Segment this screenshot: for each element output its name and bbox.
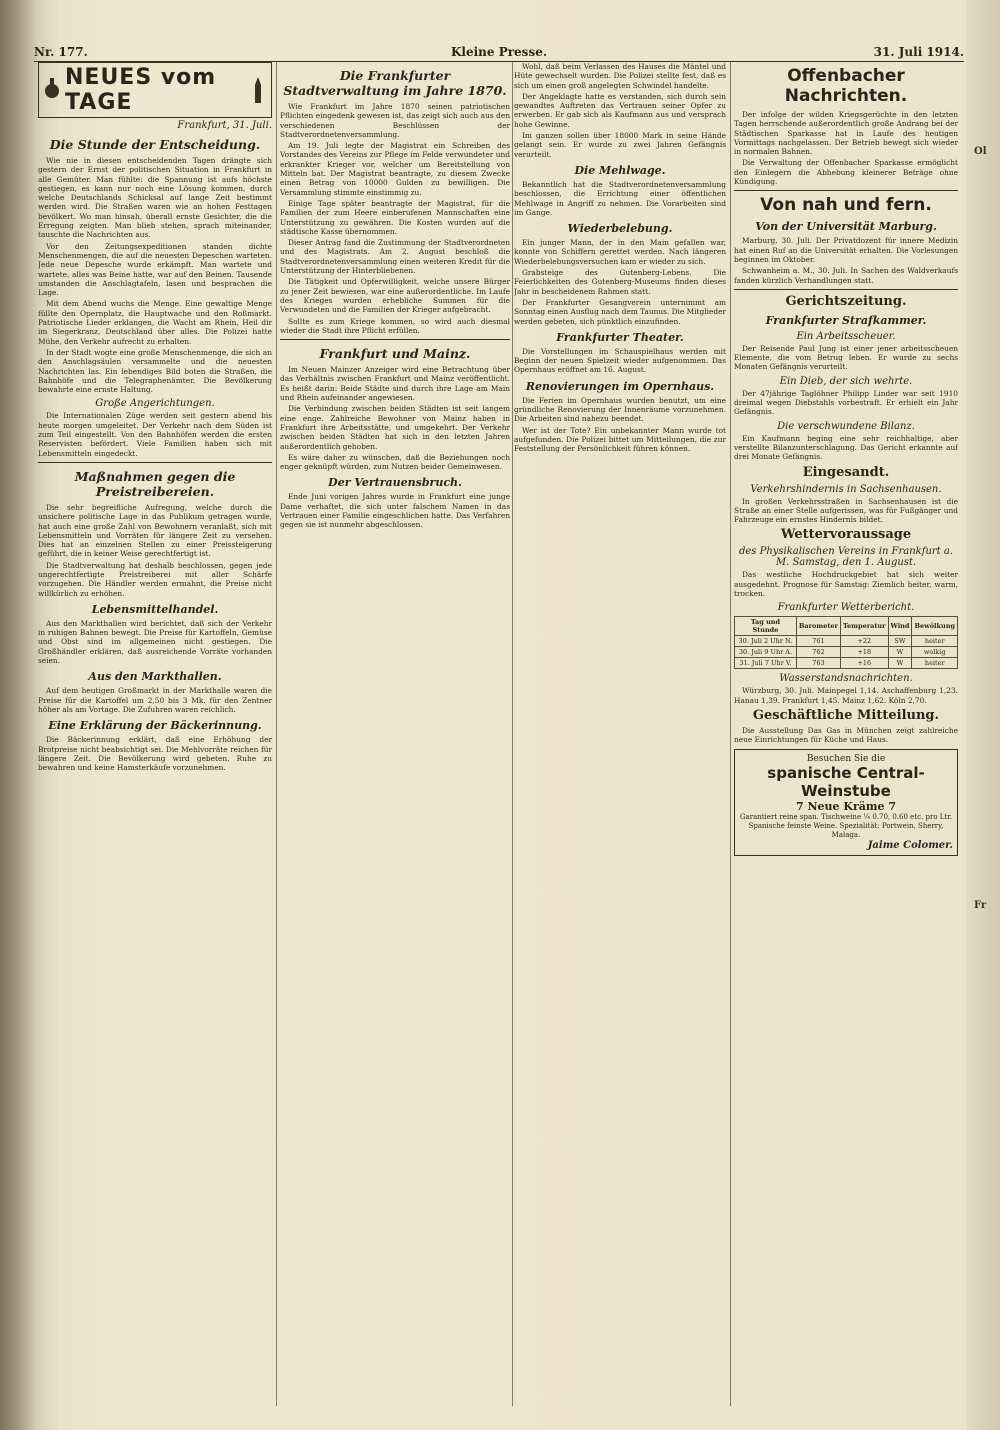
article-paragraph: Grabsteige des Gutenberg-Lebens. Die Feierlichkeiten des Gutenberg-Museums finden dieses Jahr in bescheidenem Rahmen statt. [514, 268, 726, 296]
article-paragraph: Die Stadtverwaltung hat deshalb beschlossen, gegen jede ungerechtfertigte Preistreiberei mit aller Schärfe vorzugehen. Die Händler werden ermahnt, die Preise nicht willkürlich zu erhöhen. [38, 560, 272, 598]
subheading: Die verschwundene Bilanz. [777, 420, 915, 432]
ad-title: spanische Central-Weinstube [767, 763, 925, 800]
section-masthead [38, 62, 272, 118]
table-row [735, 658, 958, 669]
article-paragraph: Die Ausstellung Das Gas in München zeigt zahlreiche neue Einrichtungen für Küche und Haus. [734, 725, 958, 745]
table-cell: 761 [796, 636, 840, 647]
ad-address: 7 Neue Kräme 7 [796, 799, 896, 813]
table-header-cell: Barometer [796, 617, 840, 636]
article-paragraph: Wie nie in diesen entscheidenden Tagen drängte sich gestern der Ernst der politischen Situation in Frankfurt in alle Gemüter. Man fühlte: die Spannung ist aufs höchste gestiegen, es kann nur noch eine Lösung kommen, durch welche Deutschlands Schicksal auf lange Zeit bestimmt werden wird. Die Straßen waren wie an hohen Festtagen bevölkert. Wo man hinsah, überall ernste Gesichter, die die Erregung zeigten. Man blieb stehen, sprach miteinander, tauschte die Nachrichten aus. [38, 156, 272, 240]
table-row [735, 647, 958, 658]
article-paragraph: Ende Juni vorigen Jahres wurde in Frankfurt eine junge Dame verhaftet, die sich unter falschem Namen in das Vertrauen einer Familie eingeschlichen hatte. Das Verfahren gegen sie ist nunmehr abgeschlossen. [280, 492, 510, 530]
article-paragraph: Mit dem Abend wuchs die Menge. Eine gewaltige Menge füllte den Opernplatz, die Hauptwache und den Roßmarkt. Patriotische Lieder erklangen, die Wacht am Rhein, Heil dir im Siegerkranz, Deutschland über alles. Die Polizei hatte Mühe, den Verkehr aufrecht zu erhalten. [38, 299, 272, 346]
eagle-emblem-icon [43, 78, 61, 102]
article-paragraph: Das westliche Hochdruckgebiet hat sich weiter ausgedehnt. Prognose für Samstag: Ziemlich heiter, warm, trocken. [734, 570, 958, 599]
article-paragraph: Die Internationalen Züge werden seit gestern abend bis heute morgen umgeleitet. Der Verkehr nach dem Süden ist zum Teil eingestellt. Von den Bahnhöfen werden die ersten Reservisten befördert. Viele Familien haben sich mit Lebensmitteln eingedeckt. [38, 411, 272, 458]
subheading: des Physikalischen Vereins in Frankfurt a. M. Samstag, den 1. August. [738, 546, 954, 569]
table-cell: wolkig [912, 647, 958, 658]
article-paragraph: Der Angeklagte hatte es verstanden, sich durch sein gewandtes Auftreten das Vertrauen seiner Opfer zu erwerben. Er gab sich als Kaufmann aus und versprach hohe Gewinne. [514, 91, 726, 129]
article-paragraph: Einige Tage später beantragte der Magistrat, für die Familien der zum Heere einberufenen Mannschaften eine Unterstützung zu gewähren. Die Kosten wurden auf die städtische Kasse übernommen. [280, 198, 510, 236]
table-cell: W [888, 658, 912, 669]
table-cell: 763 [796, 658, 840, 669]
table-cell: SW [888, 636, 912, 647]
article-paragraph: Ein junger Mann, der in den Main gefallen war, konnte von Schiffern gerettet werden. Nach längeren Wiederbelebungsversuchen kam er wieder zu sich. [514, 238, 726, 266]
article-paragraph: Sollte es zum Kriege kommen, so wird auch diesmal wieder die Stadt ihre Pflicht erfüllen. [280, 316, 510, 335]
edge-text: Fr [974, 900, 987, 911]
article-paragraph: Dieser Antrag fand die Zustimmung der Stadtverordneten und des Magistrats. Am 2. August beschloß die Stadtverordnetenversammlung einen weiteren Kredit für die Unterstützung der Hinterbliebenen. [280, 238, 510, 276]
article-heading: Die Stunde der Entscheidung. [49, 137, 261, 152]
issue-date: 31. Juli 1914. [873, 45, 964, 59]
page-header [34, 44, 964, 60]
weather-table [734, 616, 958, 669]
divider [734, 190, 958, 191]
subheading: Ein Arbeitsscheuer. [796, 330, 896, 342]
subheading: Frankfurter Theater. [556, 330, 684, 344]
adjacent-page-edge [966, 0, 1000, 1430]
column-3 [514, 62, 726, 1406]
subheading: Große Angerichtungen. [95, 398, 215, 410]
table-cell: 30. Juli 9 Uhr A. [735, 647, 797, 658]
article-paragraph: Ein Kaufmann beging eine sehr reichhaltige, aber verstellte Bilanzunterschlagung. Das Gericht erkannte auf drei Monate Gefängnis. [734, 433, 958, 462]
column-separator [512, 62, 513, 1406]
article-paragraph: Bekanntlich hat die Stadtverordnetenversammlung beschlossen, die Errichtung einer öffentlichen Mehlwage in Angriff zu nehmen. Die Vorarbeiten sind im Gange. [514, 179, 726, 217]
article-paragraph: Aus den Markthallen wird berichtet, daß sich der Verkehr in ruhigen Bahnen bewegt. Die Preise für Kartoffeln, Gemüse und Obst sind im allgemeinen nicht gestiegen. Die Großhändler erklären, daß ausreichende Vorräte vorhanden seien. [38, 618, 272, 666]
edge-text: Ol [974, 146, 987, 157]
subheading: Frankfurter Wetterbericht. [777, 602, 915, 614]
section-heading: Geschäftliche Mitteilung. [752, 707, 940, 723]
table-cell: 762 [796, 647, 840, 658]
column-separator [276, 62, 277, 1406]
column-2 [280, 62, 510, 1406]
table-cell: W [888, 647, 912, 658]
subheading: Ein Dieb, der sich wehrte. [779, 375, 913, 387]
article-paragraph: Es wäre daher zu wünschen, daß die Beziehungen noch enger geknüpft würden, zum Nutzen beider Gemeinwesen. [280, 452, 510, 472]
ad-intro: Besuchen Sie die [806, 753, 886, 764]
article-paragraph: Der Reisende Paul Jung ist einer jener arbeitsscheuen Elemente, die vom Betrug leben. Er wurde zu sechs Monaten Gefängnis verurteilt. [734, 343, 958, 372]
column-separator [730, 62, 731, 1406]
subheading: Der Vertrauensbruch. [328, 476, 462, 490]
table-cell: +16 [840, 658, 888, 669]
table-cell: +22 [840, 636, 888, 647]
section-heading: Gerichtszeitung. [785, 293, 907, 309]
article-paragraph: Im ganzen sollen über 18000 Mark in seine Hände gelangt sein. Er wurde zu zwei Jahren Gefängnis verurteilt. [514, 131, 726, 159]
table-cell: +18 [840, 647, 888, 658]
subheading: Von der Universität Marburg. [755, 220, 937, 234]
table-cell: heiter [912, 636, 958, 647]
subheading: Die Mehlwage. [574, 163, 666, 177]
article-paragraph: Die Tätigkeit und Opferwilligkeit, welche unsere Bürger zu jener Zeit bewiesen, war eine außerordentliche. Im Laufe des Krieges wurden erhebliche Summen für die Verwundeten und die Familien der Krieger aufgebracht. [280, 277, 510, 315]
subheading: Frankfurter Strafkammer. [765, 313, 927, 327]
newspaper-title: Kleine Presse. [450, 45, 548, 59]
article-paragraph: Wohl, daß beim Verlassen des Hauses die Mäntel und Hüte gewechselt wurden. Die Polizei stellte fest, daß es sich um einen groß angelegten Schwindel handelte. [514, 62, 726, 90]
article-paragraph: Die Ferien im Opernhaus wurden benutzt, um eine gründliche Renovierung der Innenräume vorzunehmen. Die Arbeiten sind nahezu beendet. [514, 395, 726, 424]
article-paragraph: Wie Frankfurt im Jahre 1870 seinen patriotischen Pflichten eingedenk gewesen ist, das zeigt sich auch aus den verschiedenen Beschlüssen der Stadtverordnetenversammlung. [280, 102, 510, 139]
issue-number: Nr. 177. [34, 45, 88, 59]
section-heading: Eingesandt. [802, 464, 890, 480]
article-paragraph: Schwanheim a. M., 30. Juli. In Sachen des Waldverkaufs fanden kürzlich Verhandlungen statt. [734, 266, 958, 285]
article-paragraph: In der Stadt wogte eine große Menschenmenge, die sich an den Anschlagsäulen versammelte und die neuesten Nachrichten las. Ein lebendiges Bild boten die Straßen, die Bahnhöfe und die Telegraphenämter. Die Bevölkerung bewahrte eine ernste Haltung. [38, 347, 272, 395]
section-title: NEUES vom TAGE [65, 65, 217, 115]
divider [280, 339, 510, 340]
article-paragraph: Der 47jährige Taglöhner Philipp Linder war seit 1910 dreimal wegen Diebstahls vorbestraft. Er erhielt ein Jahr Gefängnis. [734, 388, 958, 417]
article-paragraph: Die Verwaltung der Offenbacher Sparkasse ermöglicht den Einlegern die Abhebung kleinerer Beträge ohne Kündigung. [734, 158, 958, 187]
article-heading: Frankfurt und Mainz. [319, 346, 471, 362]
subheading: Verkehrshindernis in Sachsenhausen. [750, 483, 942, 495]
article-heading: Die Frankfurter Stadtverwaltung im Jahre 1870. [283, 68, 507, 98]
subheading: Lebensmittelhandel. [91, 602, 219, 616]
column-4 [734, 62, 958, 1406]
article-paragraph: Vor den Zeitungsexpeditionen standen dichte Menschenmengen, die auf die neuesten Depeschen warteten. Jede neue Depesche wurde erkämpft. Man wartete und wartete, alles was Beine hatte, war auf den Beinen. Tausende umstanden die Anschlagtafeln, lasen und besprachen die Lage. [38, 241, 272, 298]
cathedral-tower-icon [249, 77, 267, 103]
table-header-cell: Wind [888, 617, 912, 636]
section-heading: Wettervoraussage [780, 527, 912, 543]
article-paragraph: Wer ist der Tote? Ein unbekannter Mann wurde tot aufgefunden. Die Polizei bittet um Mitteilungen, die zur Feststellung der Persönlichkeit führen können. [514, 425, 726, 454]
article-paragraph: Der infolge der wilden Kriegsgerüchte in den letzten Tagen herrschende außerordentlich große Andrang bei der Städtischen Sparkasse hat in Laufe des heutigen Vormittags nachgelassen. Der Betrieb bewegt sich wieder in normalen Bahnen. [734, 110, 958, 157]
ad-signature: Jaime Colomer. [867, 839, 953, 851]
article-paragraph: Würzburg, 30. Juli. Mainpegel 1,14. Aschaffenburg 1,23. Hanau 1,39. Frankfurt 1,45. Mainz 1,62. Köln 2,70. [734, 686, 958, 705]
table-header-cell: Bewölkung [912, 617, 958, 636]
divider [734, 289, 958, 290]
subheading: Wasserstandsnachrichten. [779, 673, 913, 685]
subheading: Aus den Markthallen. [88, 670, 222, 684]
article-paragraph: Die Vorstellungen im Schauspielhaus werden mit Beginn der neuen Spielzeit wieder aufgenommen. Das Opernhaus eröffnet am 16. August. [514, 346, 726, 375]
article-heading: Maßnahmen gegen die Preistreibereien. [74, 468, 236, 499]
table-header-row [735, 617, 958, 636]
article-paragraph: Im Neuen Mainzer Anzeiger wird eine Betrachtung über das Verhältnis zwischen Frankfurt und Mainz veröffentlicht. Es heißt darin: Beide Städte sind durch ihre Lage am Main und Rhein aufeinander angewiesen. [280, 365, 510, 403]
table-header-cell: Temperatur [840, 617, 888, 636]
article-paragraph: In großen Verkehrsstraßen in Sachsenhausen ist die Straße an einer Stelle aufgerissen, was für Fußgänger und Fahrzeuge ein ernstes Hindernis bildet. [734, 496, 958, 525]
dateline: Frankfurt, 31. Juli. [177, 120, 272, 131]
article-paragraph: Auf dem heutigen Großmarkt in der Markthalle waren die Preise für die Kartoffel um 2,50 bis 3 Mk. für den Zentner höher als am Vortage. Die Zufuhren waren reichlich. [38, 686, 272, 714]
table-row [735, 636, 958, 647]
article-paragraph: Am 19. Juli legte der Magistrat ein Schreiben des Vorstandes des Vereins zur Pflege im Felde verwundeter und erkrankter Krieger vor, welcher um Bereitstellung von Mitteln bat. Der Magistrat beantragte, zu diesem Zwecke einen Betrag von 10000 Gulden zu bewilligen. Die Versammlung stimmte einstimmig zu. [280, 141, 510, 197]
article-paragraph: Die sehr begreifliche Aufregung, welche durch die unsichere politische Lage in das Publikum getragen wurde, hat auch eine große Zahl von Bewohnern veranlaßt, sich mit Lebensmitteln und Vorräten für längere Zeit zu versehen. Dies hat an einzelnen Stellen zu einer Preissteigerung geführt, die in keiner Weise gerechtfertigt ist. [38, 502, 272, 559]
table-cell: 30. Juli 2 Uhr N. [735, 636, 797, 647]
table-cell: heiter [912, 658, 958, 669]
subheading: Eine Erklärung der Bäckerinnung. [48, 719, 262, 733]
section-heading: Von nah und fern. [760, 195, 932, 216]
section-heading: Offenbacher Nachrichten. [784, 66, 908, 106]
ad-body: Garantiert reine span. Tischweine ¼ 0.70, 0.60 etc. pro Ltr. Spanische feinste Weine. Spezialität: Portwein, Sherry, Malaga. [739, 812, 953, 839]
subheading: Renovierungen im Opernhaus. [525, 379, 715, 393]
article-paragraph: Die Bäckerinnung erklärt, daß eine Erhöhung der Brotpreise nicht beabsichtigt sei. Die Mehlvorräte reichen für längere Zeit. Die Bevölkerung wird gebeten, Ruhe zu bewahren und keine Hamsterkäufe vorzunehmen. [38, 735, 272, 773]
table-cell: 31. Juli 7 Uhr V. [735, 658, 797, 669]
advertisement [734, 749, 958, 856]
article-paragraph: Die Verbindung zwischen beiden Städten ist seit langem eine enge. Zahlreiche Bewohner von Mainz haben in Frankfurt ihre Arbeitsstätte, und umgekehrt. Der Verkehr zwischen beiden Städten hat sich in den letzten Jahren außerordentlich gehoben. [280, 404, 510, 451]
article-paragraph: Marburg, 30. Juli. Der Privatdozent für innere Medizin hat einen Ruf an die Universität erhalten. Die Vorlesungen beginnen im Oktober. [734, 236, 958, 264]
subheading: Wiederbelebung. [567, 222, 673, 236]
article-paragraph: Der Frankfurter Gesangverein unternimmt am Sonntag einen Ausflug nach dem Taunus. Die Mitglieder werden gebeten, sich pünktlich einzufinden. [514, 297, 726, 326]
table-header-cell: Tag und Stunde [735, 617, 797, 636]
column-1 [38, 62, 272, 1406]
divider [38, 462, 272, 463]
